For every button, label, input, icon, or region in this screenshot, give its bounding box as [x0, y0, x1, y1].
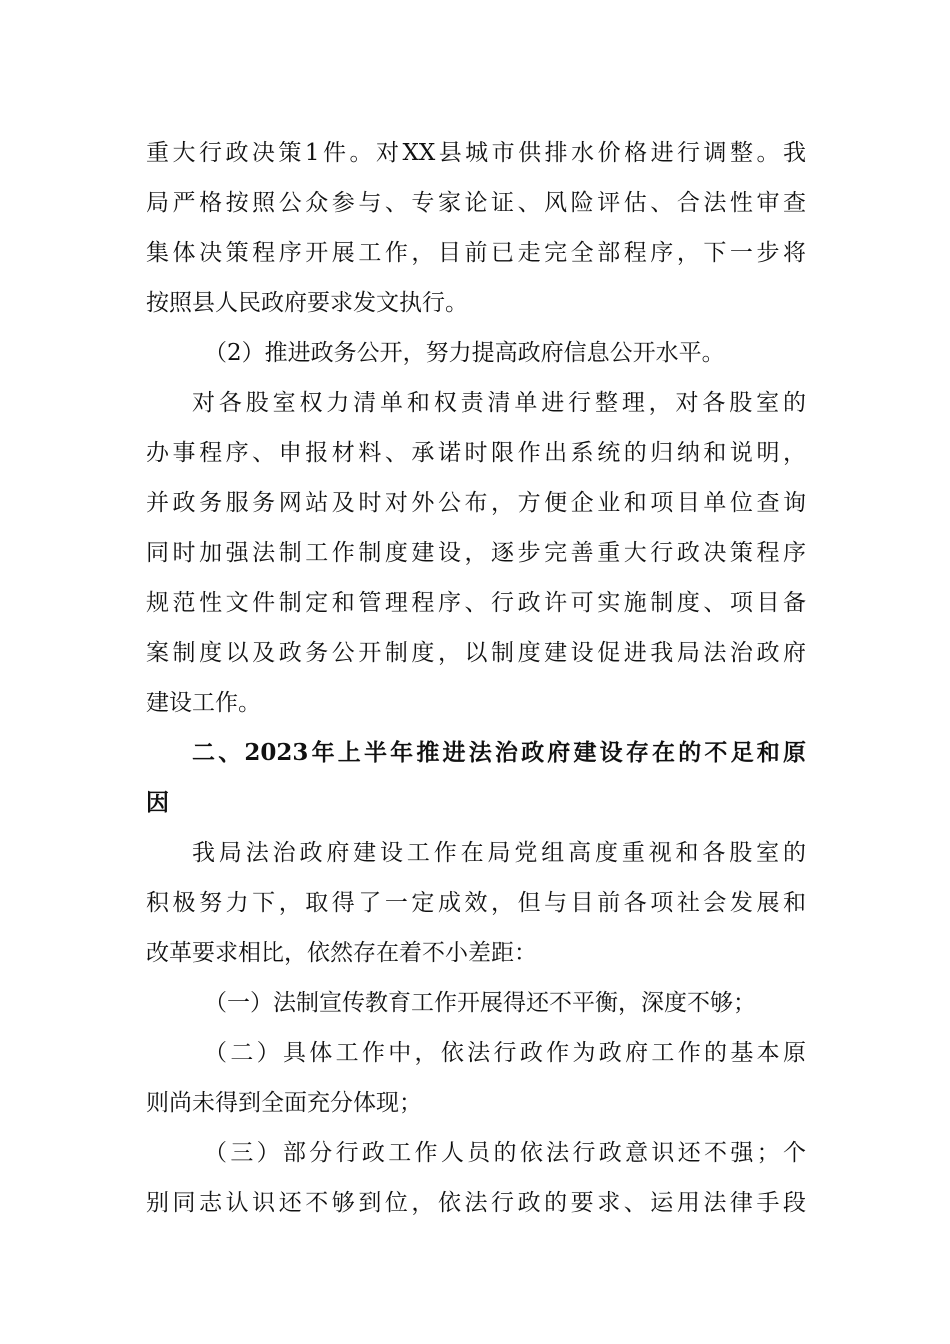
list-item-line: （三）部分行政工作人员的依法行政意识还不强；个	[204, 1140, 806, 1166]
paragraph-line: 重大行政决策1件。对XX县城市供排水价格进行调整。我	[146, 140, 806, 166]
paragraph-line: 我局法治政府建设工作在局党组高度重视和各股室的	[192, 840, 806, 866]
paragraph-line: 并政务服务网站及时对外公布，方便企业和项目单位查询	[146, 490, 806, 516]
paragraph-line: 改革要求相比，依然存在着不小差距：	[146, 940, 537, 966]
list-item-line: （一）法制宣传教育工作开展得还不平衡，深度不够；	[204, 990, 756, 1016]
list-item-line: （二）具体工作中，依法行政作为政府工作的基本原	[204, 1040, 806, 1066]
paragraph-line: 积极努力下，取得了一定成效，但与目前各项社会发展和	[146, 890, 806, 916]
subsection-heading: （2）推进政务公开，努力提高政府信息公开水平。	[204, 340, 725, 366]
section-heading-continued: 因	[146, 789, 169, 816]
paragraph-line: 建设工作。	[146, 690, 261, 716]
section-heading: 二、2023年上半年推进法治政府建设存在的不足和原	[192, 739, 806, 766]
paragraph-line: 规范性文件制定和管理程序、行政许可实施制度、项目备	[146, 590, 806, 616]
paragraph-line: 案制度以及政务公开制度，以制度建设促进我局法治政府	[146, 640, 806, 666]
paragraph-line: 办事程序、申报材料、承诺时限作出系统的归纳和说明，	[146, 440, 806, 466]
paragraph-line: 对各股室权力清单和权责清单进行整理，对各股室的	[192, 390, 806, 416]
paragraph-line: 局严格按照公众参与、专家论证、风险评估、合法性审查	[146, 190, 806, 216]
paragraph-line: 则尚未得到全面充分体现；	[146, 1090, 422, 1116]
paragraph-line: 别同志认识还不够到位，依法行政的要求、运用法律手段	[146, 1190, 806, 1216]
paragraph-line: 按照县人民政府要求发文执行。	[146, 290, 468, 316]
paragraph-line: 集体决策程序开展工作，目前已走完全部程序，下一步将	[146, 240, 806, 266]
document-body	[146, 128, 806, 1228]
paragraph-line: 同时加强法制工作制度建设，逐步完善重大行政决策程序	[146, 540, 806, 566]
